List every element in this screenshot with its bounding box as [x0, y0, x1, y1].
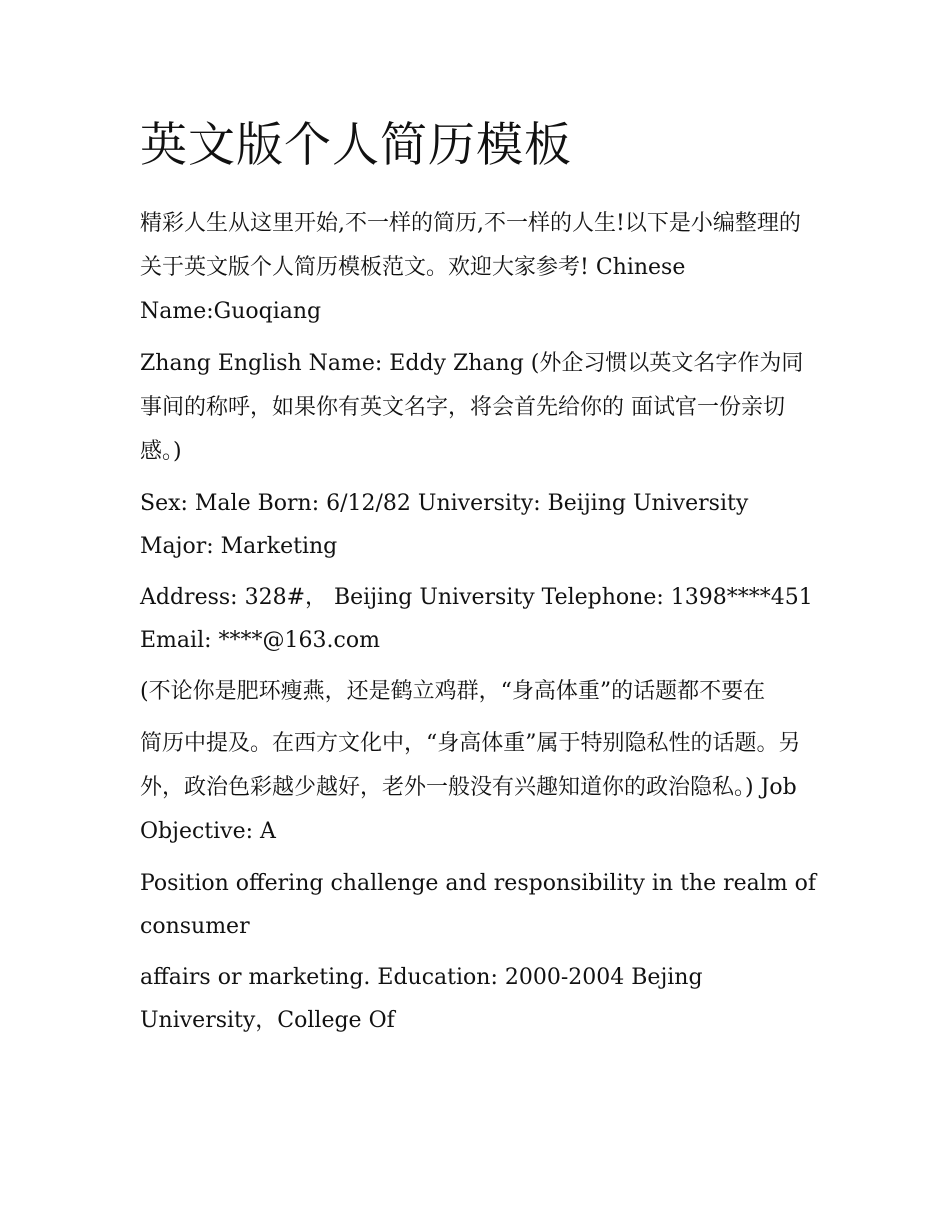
paragraph-personal-info: Sex: Male Born: 6/12/82 University: Beijing University Major: Marketing	[140, 491, 749, 559]
document-title: 英文版个人简历模板	[140, 118, 572, 173]
paragraph-job-objective: Position offering challenge and responsibility in the realm of consumer	[140, 871, 817, 939]
paragraph-contact-info: Address: 328#， Beijing University Telephone: 1398****451 Email: ****@163.com	[140, 585, 813, 653]
paragraph-height-weight-note: (不论你是肥环瘦燕，还是鹤立鸡群，“身高体重”的话题都不要在	[140, 679, 766, 704]
document-page	[140, 112, 820, 1050]
paragraph-intro: 精彩人生从这里开始,不一样的简历,不一样的人生!以下是小编整理的关于英文版个人简历模板范文。欢迎大家参考! Chinese Name:Guoqiang	[140, 211, 801, 324]
paragraph-privacy-note: 简历中提及。在西方文化中，“身高体重”属于特别隐私性的话题。另外，政治色彩越少越好，老外一般没有兴趣知道你的政治隐私。) Job Objective: A	[140, 731, 801, 844]
paragraph-english-name: Zhang English Name: Eddy Zhang (外企习惯以英文名字作为同事间的称呼，如果你有英文名字，将会首先给你的 面试官一份亲切感。)	[140, 351, 804, 464]
paragraph-education: affairs or marketing. Education: 2000-2004 Bejing University，College Of	[140, 965, 703, 1033]
